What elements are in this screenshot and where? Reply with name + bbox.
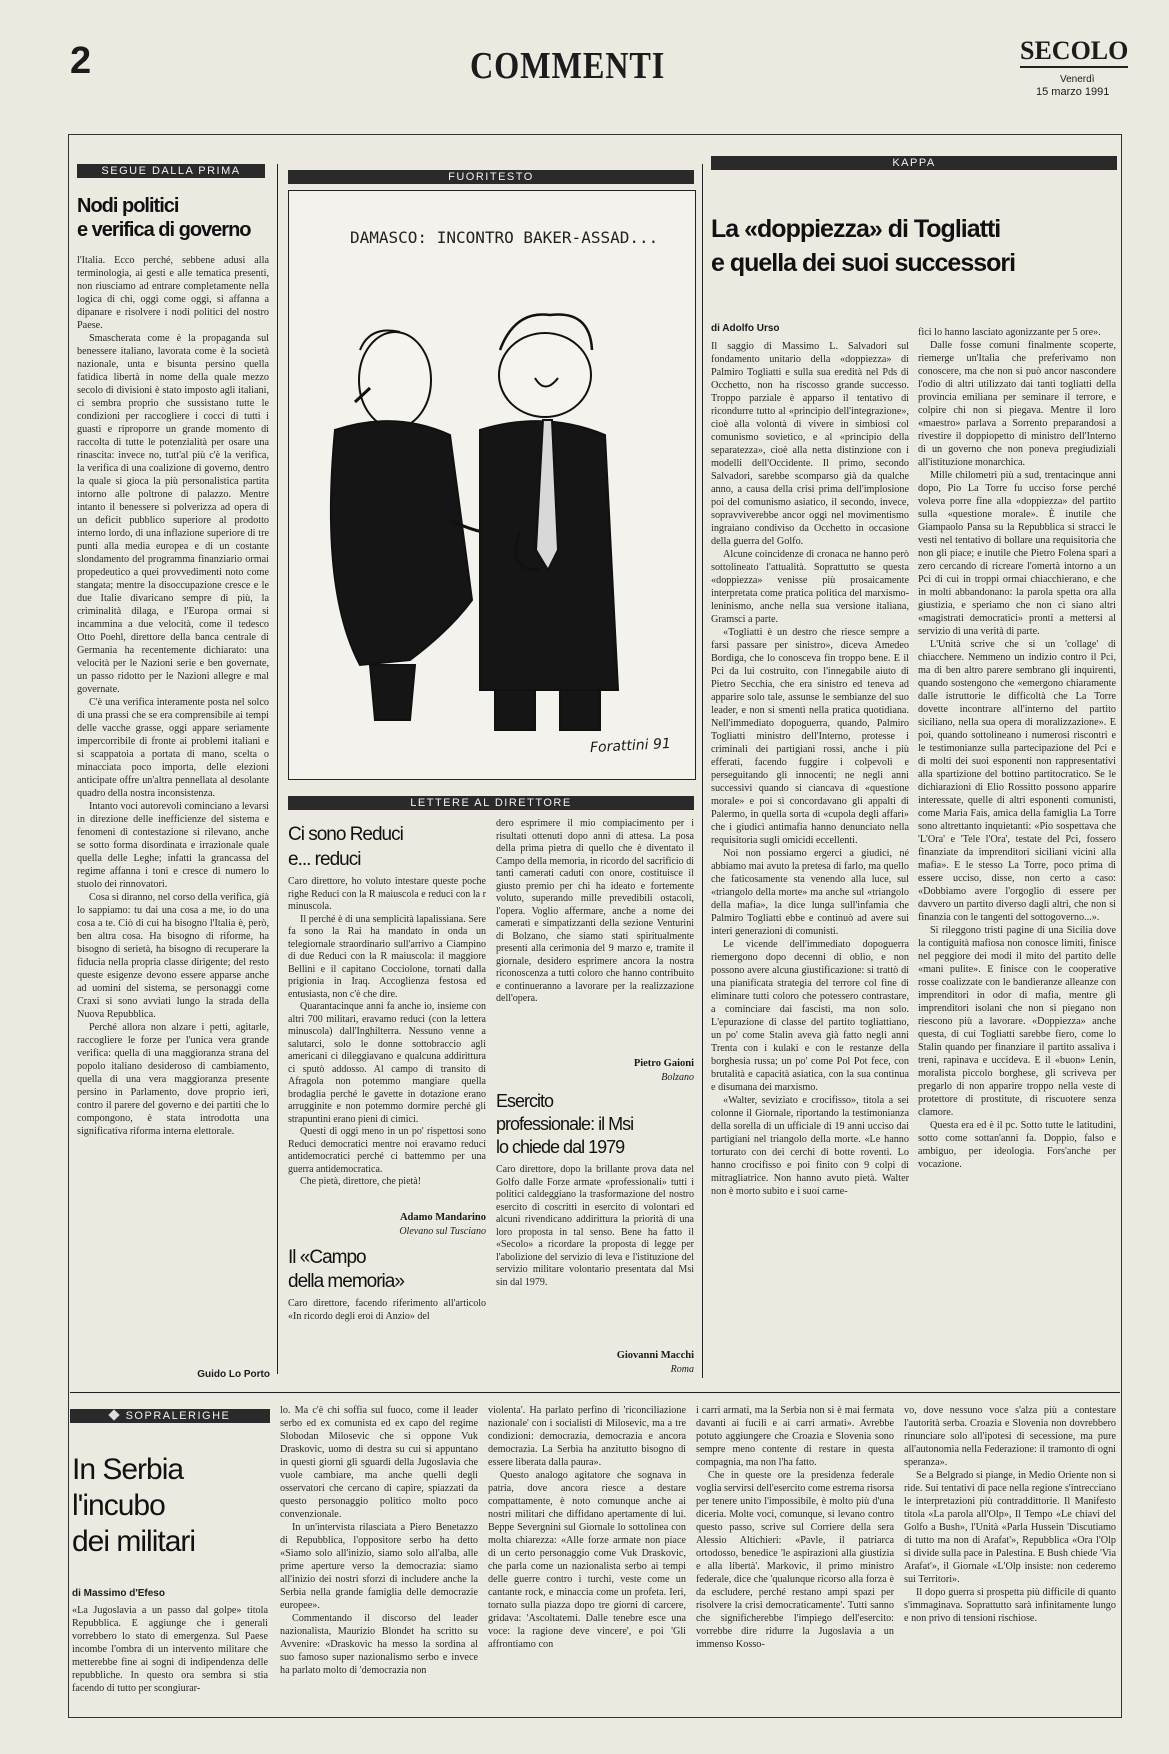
- serbia-column-e: [904, 1404, 1116, 1710]
- kappa-section-bar: KAPPA: [711, 156, 1117, 170]
- paragraph: In un'intervista rilasciata a Piero Benetazzo di Repubblica, l'oppositore serbo ha detto «Siamo solo all'inizio, siamo solo all'alba, alle prime aperture verso la democrazia: siamo all'inizio dei nostri sforzi di includere anche la Serbia nella grande famiglia delle democrazie europee».: [280, 1522, 478, 1611]
- pencil-icon: [108, 1409, 119, 1420]
- paragraph: Quarantacinque anni fa anche io, insieme con altri 700 militari, eravamo reduci (con la lettera minuscola) dall'Inghilterra. Nessuno venne a salutarci, solo le donne sottobraccio agli americani ci dileggiavano e qualcuna addirittura ci sputò addosso. Al campo di transito di Afragola non potemmo mangiare quella brodaglia perché le gavette in dotazione erano arrugginite e non potemmo dormire perché gli strapuntini erano pieni di cimici.: [288, 1001, 486, 1125]
- cartoon-caption: DAMASCO: INCONTRO BAKER-ASSAD...: [350, 228, 659, 247]
- kappa-headline: La «doppiezza» di Togliatti e quella dei suoi successori: [711, 215, 1016, 277]
- horizontal-rule: [70, 1392, 1120, 1393]
- paragraph: «Togliatti è un destro che riesce sempre a farsi passare per sinistro», diceva Amedeo Bordiga, che lo conosceva fin troppo bene. E il Pci da lui costruito, con l'innegabile aiuto di Pietro Secchia, che era sinistro ed teneva ad apparire solo tale, assunse le sembianze del suo leader, e non si smentì nella pratica quotidiana. Nell'immediato dopoguerra, quando, Palmiro Togliatti ministro dell'Interno, protesse i criminali dei partigiani rossi, anche i più efferati, facendo fuggire i colpevoli e perseguitando gli innocenti; ne negli anni successivi quando si ciancava di «questione morale» e poi si concordavano gli appalti di Palermo, in quella sorta di «cupola degli affari» che i giudici antimafia hanno denunciato nella requisitoria sugli omicidi eccellenti.: [711, 627, 909, 846]
- paragraph: Il saggio di Massimo L. Salvadori sul fondamento unitario della «doppiezza» di Palmiro Togliatti e sulla sua eredità nel Pds di Occhetto, non ha riscosso grande successo. Troppo parziale è apparso il tentativo di ricondurre tutto al «principio dell'integrazione», cioè alla volontà di vivere in simbiosi col comunismo sovietico, e al «principio della separatezza», cioè alla netta distinzione con i modelli dell'Occidente. Il primo, secondo Salvadori, sarebbe scomparso già da qualche anno, a causa della crisi prima dell'implosione poi del comunismo asiatico, il secondo, invece, sopravviverebbe ancor oggi nel movimentismo ingraiano condiviso da Occhetto in occasione della guerra del Golfo.: [711, 341, 909, 547]
- paragraph: Commentando il discorso del leader nazionalista, Maurizio Blondet ha scritto su Avvenire: «Draskovic ha messo la sordina al suo famoso super nazionalismo serbo e invece ha parlato molto di 'democrazia non: [280, 1613, 478, 1676]
- kappa-byline: di Adolfo Urso: [711, 323, 780, 334]
- letter3-signature: Giovanni Macchi: [616, 1350, 694, 1361]
- letter1-place: Olevano sul Tusciano: [399, 1226, 486, 1237]
- serbia-column-c: [488, 1404, 686, 1710]
- paragraph: L'Unità scrive che si un 'collage' di chiacchere. Nemmeno un indizio contro il Pci, ma di ben altro parere sembrano gli inquirenti, quando sostengono che «emergono chiaramente dalle istruttorie le difficoltà che La Torre dovette incontrare all'interno del partito siciliano, nella sua opera di moralizzazione». E poi, quando sottolineano i numerosi riscontri e le testimonianze sulla partecipazione del Pci e di molti dei suoi esponenti non rappresentativi alla spartizione del bottino partitocratico. Se le dichiarazioni di Elio Rossitto possono apparire interessate, quelle di altri esponenti comunisti, come Maria Fais, amica della famiglia La Torre sono altrettanto inquietanti: «Pio sospettava che 'L'Ora' e 'Tele l'Ora', testate del Pci, fossero finanziate da imprenditori siciliani vicini alla mafia». E le stesso La Torre, poco prima di essere ucciso, disse, non certo a caso: «Dobbiamo avere l'orgoglio di essere per davvero un partito diverso dagli altri, che non si finanzia con le tangenti del sottogoverno...».: [918, 639, 1116, 923]
- paragraph: Smascherata come è la propaganda sul benessere italiano, lavorata come è la società nazionale, unta e bisunta persino quella fatidica libertà in nome della quale mezzo secolo di divisioni è stato imposto agli italiani, ci sembra proprio che sussistano tutte le condizioni per raccogliere i cocci di tutti i guasti e riproporre un grande momento di raccolta di tutte le potenzialità per osare una rinascita: invece no, tutt'al più c'è la verifica, la verifica di una coalizione di governo, dentro la quale si gioca la più personalistica partita intorno alle poltrone di palazzo. Mentre intanto il benessere si polverizza ad opera di un deficit pubblico superiore al prodotto interno lordo, di una inflazione superiore di tre punti alla media europea e di un costante slondamento del programma finanziario ormai propedeutico a quei provvedimenti noto come stangata; mentre la disoccupazione cresce e le due Italie divaricano sempre di più, la criminalità dilaga, e l'Europa ormai si incammina a due velocità, come il tedesco Otto Poehl, direttore della banca centrale di Germania ha recentemente dichiarato: una velocità per le Nazioni serie e ben governate, un passo ridotto per le Nazioni allegre e mal governate.: [77, 333, 269, 695]
- col1-author: Guido Lo Porto: [197, 1369, 270, 1380]
- paragraph: Perché allora non alzare i petti, agitarle, raccogliere le forze per l'unica vera grande verifica: quella di una maggioranza strana del popolo italiano desideroso di cambiamento, quella di una vera maggioranza presente persino in Parlamento, dove proprio ieri, contro il parere del governo e dei partiti che lo compongono, è stata introdotta una significativa riforma interna elettorale.: [77, 1022, 269, 1137]
- paragraph: dero esprimere il mio compiacimento per i risultati ottenuti dopo anni di attesa. La posa della prima pietra di quello che è diventato il Campo della memoria, in ricordo del sacrificio di tanti camerati caduti con onore, costituisce il giusto premio per chi ha ideato e fortemente voluto, superando mille prevedibili ostacoli, l'opera. Voglio affermare, anche a nome dei camerati e simpatizzanti della sezione Venturini di Bolzano, che siamo stati spiritualmente presenti alla cerimonia del 9 marzo e, tramite il giornale, desidero esprimere ancora la nostra riconoscenza a tutti coloro che hanno contribuito e continueranno a lavorare per la realizzazione dell'opera.: [496, 818, 694, 1004]
- serbia-column-a: [72, 1604, 268, 1710]
- cartoon-signature: Forattini 91: [589, 735, 672, 757]
- serbia-column-d: [696, 1404, 894, 1710]
- paragraph: vo, dove nessuno voce s'alza più a contestare l'autorità serba. Croazia e Slovenia non dovrebbero rinunciare solo all'ipotesi di secessione, ma pure all'autonomia nella Federazione: il tramonto di ogni speranza».: [904, 1405, 1116, 1468]
- section-title: COMMENTI: [470, 45, 666, 87]
- letters-middle-place: Bolzano: [661, 1072, 694, 1083]
- serbia-column-b: [280, 1404, 478, 1710]
- letter1-body: [288, 876, 486, 1212]
- paragraph: Questa era ed è il pc. Sotto tutte le latitudini, sotto come sottan'anni fa. Doppio, falso e ambiguo, per ideologia. Fors'anche per vocazione.: [918, 1120, 1116, 1170]
- paragraph: fici lo hanno lasciato agonizzante per 5 ore».: [918, 327, 1101, 338]
- col1-section-bar: SEGUE DALLA PRIMA: [77, 164, 265, 178]
- cartoon-section-bar: FUORITESTO: [288, 170, 694, 184]
- paragraph: «La Jugoslavia a un passo dal golpe» titola Repubblica. E aggiunge che i generali vorrebbero lo stato di emergenza. Sul Paese incombe l'ombra di un intervento militare che metterebbe fine ai sogni di indipendenza delle repubbliche. In questo ora sembra si stia facendo di tutto per scongiurar-: [72, 1605, 268, 1694]
- letter2-body: [288, 1298, 486, 1378]
- letter2-headline: Il «Campo della memoria»: [288, 1247, 404, 1292]
- paragraph: Questo analogo agitatore che sognava in patria, dove ancora riesce a destare compattamente, è noto comunque anche ai nostri militari che diffidano apertamente di lui. Beppe Severgnini sul Giornale lo sottolinea con molta chiarezza: «Alle forze armate non piace di un certo personaggio come Vuk Draskovic, che parla come un nazionalista serbo ai tempi delle guerre contro i turchi, veste come un cantante rock, e minaccia come un profeta. Ieri, tornato sulla piazza dopo tre giorni di carcere, gridava: 'Ascoltatemi. Dalle tenebre esce una voce: la ragione deve vincere', e poi 'Gli affrontiamo con: [488, 1470, 686, 1650]
- newspaper-logo: SECOLO: [1020, 36, 1128, 68]
- right-figure: [480, 314, 618, 730]
- paragraph: Che in queste ore la presidenza federale voglia servirsi dell'esercito come estrema risorsa per tenere unito l'impossibile, è molto più d'una diceria. Molte voci, comunque, si levano contro questo passo, scrive sul Corriere della sera Alessio Altichieri: «Pavle, il patriarca ortodosso, benedice 'le aspirazioni alla giustizia e alla libertà'. Markovic, il primo ministro federale, dice che 'qualunque ricorso alla forza è da escludere, perché restano ampi spazi per risolvere la crisi democraticamente'. Tutti sanno che significherebbe l'impiego dell'esercito: vorrebbe dire ridurre la Jugoslavia a un immenso Kosso-: [696, 1470, 894, 1650]
- letters-middle-body: [496, 818, 694, 1052]
- serbia-byline: di Massimo d'Efeso: [72, 1588, 165, 1599]
- letters-middle-signature: Pietro Gaioni: [633, 1058, 694, 1069]
- paragraph: Il perché è di una semplicità lapalissiana. Sere fa sono la Rai ha mandato in onda un telegiornale straordinario sull'arrivo a Ciampino di due Reduci con la R maiuscola: il maggiore Bellini e il capitano Cocciolone, tornati dalla prigionia in Iraq. Accoglienza festosa ed entusiasta, non c'è che dire.: [288, 913, 486, 1000]
- paragraph: Mille chilometri più a sud, trentacinque anni dopo, Pio La Torre fu ucciso forse perché voleva porre fine alla «doppiezza» del partito sulla «questione morale». È inutile che Giampaolo Pansa su la Repubblica si stracci le vesti nel tentativo di bollare una requisitoria che non gli piace; e inutile che Pietro Folena spari a zero cercando di ricreare l'omertà intorno a un Pci di cui in troppi ormai chiacchierano, e che in molti abbandonano: la parola spetta ora alla giustizia, e speriamo che non ci siano altri «magistrati democratici» pronti a mettersi al servizio di una verità di parte.: [918, 470, 1116, 637]
- paragraph: «Walter, seviziato e crocifisso», titola a sei colonne il Giornale, riportando la testimonianza della sorella di un ufficiale di 19 anni ucciso dai partigiani nel triangolo della morte. «Le hanno torturato con dei cerchi di botte roventi. Lo hanno crocifisso e poi finito con 9 colpi di mitragliatrice. Non hanno avuto pietà. Walter non è morto subito e i suoi carne-: [711, 1095, 909, 1197]
- paragraph: Cosa si diranno, nel corso della verifica, già lo sappiamo: tu dai una cosa a me, io do una cosa a te. Ciò di cui ha bisogno l'Italia è, però, ben altra cosa. Ha bisogno di riforme, ha bisogno di serietà, ha bisogno di recuperare la fiducia nella propria classe dirigente; del resto queste esigenze devono essere apparse anche ad uomini del sistema, se personaggi come Craxi si sono avviati lungo la strada della Nuova Repubblica.: [77, 892, 269, 1020]
- letter3-headline: Esercito professionale: il Msi lo chiede dal 1979: [496, 1091, 634, 1157]
- paragraph: Caro direttore, facendo riferimento all'articolo «In ricordo degli eroi di Anzio» del: [288, 1298, 486, 1322]
- paragraph: Caro direttore, ho voluto intestare queste poche righe Reduci con la R maiuscola e reduci con la r minuscola.: [288, 876, 486, 912]
- letter1-headline: Ci sono Reduci e... reduci: [288, 824, 403, 870]
- paragraph: l'Italia. Ecco perché, sebbene adusi alla terminologia, ai gesti e alle tematica presenti, non riusciamo ad entrare completamente nella logica di chi, oggi come oggi, si affanna a dipanare e risolvere i nodi politici del nostro Paese.: [77, 255, 269, 331]
- paragraph: Caro direttore, dopo la brillante prova data nel Golfo dalle Forze armate «professionali» tutti i politici caldeggiano la trasformazione del nostro esercito di coscritti in esercito di volontari ed alcuni rivendicano addirittura la priorità di una loro proposta in tal senso. Bene ha fatto il «Secolo» a ricordare la proposta di legge per l'abolizione del servizio di leva e l'istituzione del servizio militare volontario presentata dal Msi sin dal 1979.: [496, 1164, 694, 1288]
- paragraph: Che pietà, direttore, che pietà!: [300, 1176, 422, 1187]
- letters-section-bar: LETTERE AL DIRETTORE: [288, 796, 694, 810]
- column-divider: [277, 164, 278, 1374]
- cartoon-illustration: [300, 270, 680, 760]
- paragraph: C'è una verifica interamente posta nel solco di una prassi che se era comprensibile ai tempi delle vacche grasse, oggi appare seriamente impercorribile di fronte ai problemi italiani e si scappatoia a portata di mano, scelta o minacciata poco importa, delle elezioni anticipate offre un'altra pennellata al desolante quadro della nostra inconsistenza.: [77, 697, 269, 799]
- paragraph: Noi non possiamo ergerci a giudici, né abbiamo mai avuto la pretesa di farlo, ma quello che faticosamente sta venendo alla luce, sul «triangolo della morte» ma anche sul «triangolo della mafia», la dice lunga sull'infamia che Palmiro Togliatti ebbe e continuò ad avere sui interi generazioni di comunisti.: [711, 848, 909, 937]
- paragraph: Si rileggono tristi pagine di una Sicilia dove la contiguità mafiosa non conosce limiti, finisce nel peggiore dei modi il mito del partito delle «mani pulite». E finisce con le cooperative rosse coalizzate con le bandieranze alleanze con imprenditori in odor di mafia, mentre gli imprenditori isolani che non si piegano non riescono più a lavorare. «Doppiezza» anche questa, di cui Togliatti sarebbe fiero, come lo Stalin quando per finanziare il partito assaliva i treni, rapinava e uccideva. E il «buon» Lenin, moralista piccolo borghese, gli scriveva per pregarlo di non apparire troppo nella veste di protettore di prostitute, di riscuotere senza clamore.: [918, 925, 1116, 1118]
- issue-date: 15 marzo 1991: [1036, 86, 1110, 98]
- page-number: 2: [70, 40, 92, 82]
- column-divider: [702, 164, 703, 1378]
- letter3-body: [496, 1164, 694, 1340]
- col1-headline: Nodi politici e verifica di governo: [77, 195, 251, 241]
- letter1-signature: Adamo Mandarino: [399, 1212, 486, 1223]
- serbia-headline: In Serbia l'incubo dei militari: [72, 1453, 196, 1558]
- kappa-column-a: [711, 340, 909, 1376]
- serbia-section-bar: SOPRALERIGHE: [70, 1409, 270, 1423]
- paragraph: Le vicende dell'immediato dopoguerra riemergono dopo decenni di oblìo, e non possono avere alcuna giustificazione: si trattò di una pianificata strategia del terrore col fine di eliminare tutti coloro che potessero contrastare, a cominciare dai fascisti, ma non solo. L'epurazione di classe del partito togliattiano, un po' come Stalin aveva già fatto negli anni Trenta con i kulaki e con le restanze della borghesia russa; un po' come Pol Pot fece, con brutalità e capacità asiatica, con la sua continua e disumana dei marxismo.: [711, 939, 909, 1093]
- paragraph: i carri armati, ma la Serbia non si è mai fermata davanti ai fucili e ai carri armati». Avrebbe potuto aggiungere che Croazia e Slovenia sono sempre meno contente di restare in questa compagnia, ma non l'ha fatto.: [696, 1405, 894, 1468]
- paragraph: Alcune coincidenze di cronaca ne hanno però sottolineato l'attualità. Soprattutto se questa «doppiezza» venisse più prosaicamente interpretata come pratica politica del marxismo-leninismo, anche nella sua versione italiana, Gramsci a parte.: [711, 549, 909, 625]
- kappa-column-b: [918, 326, 1116, 1376]
- paragraph: violenta'. Ha parlato perfino di 'riconciliazione nazionale' con i socialisti di Milosevic, ma a tre condizioni: democrazia, democrazia e ancora democrazia. La Serbia ha anzitutto bisogno di essere liberata dalla paura».: [488, 1405, 686, 1468]
- paragraph: Dalle fosse comuni finalmente scoperte, riemerge un'Italia che preferivamo non conoscere, ma che non si può ancor nascondere l'odio di altri utilizzato dai tanti togliatti della provincia emiliana per seminare il terrore, e colpire chi non si piegava. Mentre il loro «maestro» parlava a Sorrento preparandosi a rivestire il doppiopetto di ministro dell'Interno di un governo che non poneva pregiudiziali all'istituzione monarchica.: [918, 340, 1116, 468]
- col1-article-body: [77, 254, 269, 1362]
- letter3-place: Roma: [670, 1364, 694, 1375]
- paragraph: lo. Ma c'è chi soffia sul fuoco, come il leader serbo ed ex comunista ed ex capo del regime Slobodan Milosevic che si oppone Vuk Draskovic, uomo di destra su cui si appuntano in questi giorni gli sguardi della Jugoslavia che vuole cambiare, ma anche quelli degli osservatori che cercano di capire, spiazzati da questo personaggio politico molto poco convenzionale.: [280, 1405, 478, 1520]
- issue-day: Venerdì: [1060, 74, 1095, 85]
- paragraph: Il dopo guerra si prospetta più difficile di quanto s'immaginava. Soprattutto sarà infinitamente lungo e non privo di tensioni rischiose.: [904, 1587, 1116, 1624]
- paragraph: Intanto voci autorevoli cominciano a levarsi in direzione delle inefficienze del sistema e fenomeni di contestazione si rilevano, anche se sotto forma disordinata e irrazionale quale quella delle Leghe; infatti la grancassa del regime affanna i toni e cresce di numero lo stuolo dei rinnovatori.: [77, 801, 269, 890]
- paragraph: Questi di oggi meno in un po' rispettosi sono Reduci democratici mentre noi eravamo reduci antidemocratici perché ci battemmo per una guerra antidemocratica.: [288, 1126, 486, 1175]
- paragraph: Se a Belgrado si piange, in Medio Oriente non si ride. Sui tentativi di pace nella regione s'intrecciano le interpretazioni più contraddittorie. Il Manifesto titola «La parola all'Olp», Il Tempo «Le chiavi del Golfo a Bush», l'Unità «Parla Hussein 'Discutiamo di tutto ma non di Arafat'», Repubblica «Ora l'Olp si divide sulla pace in Palestina. E Bush chiede 'Via Arafat'», il Giornale «L'Olp insiste: non cederemo sui Territori».: [904, 1470, 1116, 1585]
